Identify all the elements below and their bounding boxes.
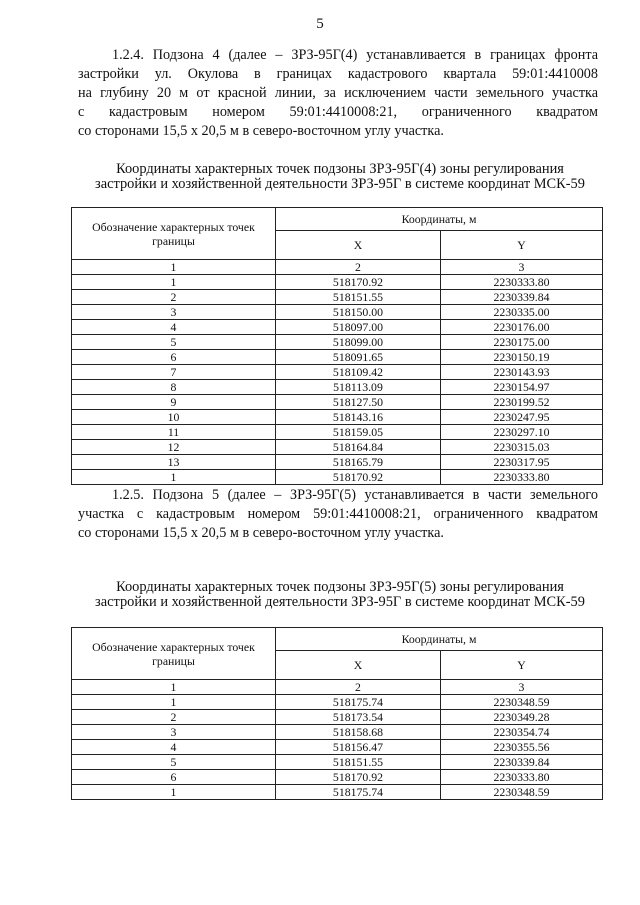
table-1-row (72, 275, 603, 290)
table-1-point-cell: 1 (72, 470, 276, 485)
table-1-x-cell: 518109.42 (276, 365, 441, 380)
table-1-x-cell: 518151.55 (276, 290, 441, 305)
table-1-x-cell: 518143.16 (276, 410, 441, 425)
table-1-point-cell: 12 (72, 440, 276, 455)
table-1-point-cell: 9 (72, 395, 276, 410)
table-1-index-row (72, 260, 603, 275)
table-2-point-cell: 6 (72, 770, 276, 785)
table-1-x-cell: 518099.00 (276, 335, 441, 350)
table-1-point-cell: 1 (72, 275, 276, 290)
page-number: 5 (316, 16, 324, 32)
table-1-point-cell: 5 (72, 335, 276, 350)
table-1-header-y: Y (441, 231, 603, 260)
table-2-row (72, 755, 603, 770)
coordinates-table-2 (71, 627, 603, 800)
table-1-row (72, 440, 603, 455)
section-1-2-5-paragraph (78, 486, 598, 543)
table-2-index-row (72, 680, 603, 695)
section-2-line-1: 1.2.5. Подзона 5 (далее – ЗРЗ-95Г(5) устанавливается в части земельного (112, 487, 598, 503)
table-2-row (72, 785, 603, 800)
table-1-y-cell: 2230154.97 (441, 380, 603, 395)
table-2-row (72, 725, 603, 740)
table-2-caption-line-1: Координаты характерных точек подзоны ЗРЗ-95Г(5) зоны регулирования (116, 579, 564, 595)
table-2-row (72, 770, 603, 785)
table-1-header-x: X (276, 231, 441, 260)
table-2-x-cell: 518158.68 (276, 725, 441, 740)
table-1-y-cell: 2230150.19 (441, 350, 603, 365)
table-1-y-cell: 2230333.80 (441, 470, 603, 485)
table-1-x-cell: 518150.00 (276, 305, 441, 320)
section-1-line-1: 1.2.4. Подзона 4 (далее – ЗРЗ-95Г(4) устанавливается в границах фронта (112, 47, 598, 63)
table-1-row (72, 380, 603, 395)
table-1-index-cell: 2 (276, 260, 441, 275)
table-1-point-cell: 6 (72, 350, 276, 365)
section-1-2-4-paragraph (78, 46, 598, 141)
table-1-point-cell: 13 (72, 455, 276, 470)
table-1-y-cell: 2230297.10 (441, 425, 603, 440)
table-1-row (72, 335, 603, 350)
section-2-line-2: участка с кадастровым номером 59:01:4410008:21, ограниченного квадратом (78, 506, 598, 522)
table-2-y-cell: 2230333.80 (441, 770, 603, 785)
table-1-point-cell: 11 (72, 425, 276, 440)
table-2-index-cell: 1 (72, 680, 276, 695)
table-1-index-cell: 3 (441, 260, 603, 275)
table-2-point-cell: 1 (72, 785, 276, 800)
section-1-line-4: с кадастровым номером 59:01:4410008:21, ограниченного квадратом (78, 104, 598, 120)
table-1-x-cell: 518159.05 (276, 425, 441, 440)
table-1-point-cell: 2 (72, 290, 276, 305)
table-1-row (72, 365, 603, 380)
table-1-row (72, 455, 603, 470)
table-2-point-cell: 4 (72, 740, 276, 755)
table-1-y-cell: 2230175.00 (441, 335, 603, 350)
table-1-point-cell: 10 (72, 410, 276, 425)
table-1-y-cell: 2230176.00 (441, 320, 603, 335)
table-2-y-cell: 2230348.59 (441, 785, 603, 800)
table-2-row (72, 710, 603, 725)
table-2-header-coordinates: Координаты, м (276, 628, 603, 651)
table-2-caption-line-2: застройки и хозяйственной деятельности ЗРЗ-95Г в системе координат МСК-59 (95, 594, 585, 610)
table-1-row (72, 290, 603, 305)
section-1-line-5: со сторонами 15,5 х 20,5 м в северо-восточном углу участка. (78, 123, 444, 139)
table-2-x-cell: 518156.47 (276, 740, 441, 755)
table-1-y-cell: 2230143.93 (441, 365, 603, 380)
table-1-y-cell: 2230317.95 (441, 455, 603, 470)
table-2-row (72, 695, 603, 710)
table-1-row (72, 470, 603, 485)
table-1-y-cell: 2230333.80 (441, 275, 603, 290)
table-1-x-cell: 518097.00 (276, 320, 441, 335)
table-2-y-cell: 2230348.59 (441, 695, 603, 710)
table-1-row (72, 410, 603, 425)
section-1-line-3: на глубину 20 м от красной линии, за исключением части земельного участка (78, 85, 598, 101)
table-2-x-cell: 518175.74 (276, 785, 441, 800)
table-1-point-cell: 4 (72, 320, 276, 335)
table-1-y-cell: 2230335.00 (441, 305, 603, 320)
table-1-row (72, 350, 603, 365)
table-2-x-cell: 518151.55 (276, 755, 441, 770)
table-2-header-point: Обозначение характерных точек границы (72, 628, 276, 680)
coordinates-table-1 (71, 207, 603, 485)
section-2-line-3: со сторонами 15,5 х 20,5 м в северо-восточном углу участка. (78, 525, 444, 541)
table-1-caption (60, 162, 620, 192)
table-2-point-cell: 5 (72, 755, 276, 770)
table-1-point-cell: 8 (72, 380, 276, 395)
table-2-x-cell: 518170.92 (276, 770, 441, 785)
table-1-x-cell: 518170.92 (276, 470, 441, 485)
table-1-row (72, 320, 603, 335)
table-2-point-cell: 1 (72, 695, 276, 710)
table-1-header-point: Обозначение характерных точек границы (72, 208, 276, 260)
table-2-y-cell: 2230349.28 (441, 710, 603, 725)
table-1-row (72, 305, 603, 320)
table-2-x-cell: 518175.74 (276, 695, 441, 710)
section-1-line-2: застройки ул. Окулова в границах кадастрового квартала 59:01:4410008 (78, 66, 598, 82)
table-2-point-cell: 2 (72, 710, 276, 725)
table-1-y-cell: 2230247.95 (441, 410, 603, 425)
table-2-y-cell: 2230354.74 (441, 725, 603, 740)
table-2-point-cell: 3 (72, 725, 276, 740)
table-1-x-cell: 518170.92 (276, 275, 441, 290)
table-2-header-x: X (276, 651, 441, 680)
table-1-x-cell: 518091.65 (276, 350, 441, 365)
table-2-index-cell: 2 (276, 680, 441, 695)
table-1-row (72, 395, 603, 410)
table-1-row (72, 425, 603, 440)
table-1-x-cell: 518127.50 (276, 395, 441, 410)
table-1-caption-line-2: застройки и хозяйственной деятельности ЗРЗ-95Г в системе координат МСК-59 (95, 176, 585, 192)
table-1-y-cell: 2230199.52 (441, 395, 603, 410)
table-2-x-cell: 518173.54 (276, 710, 441, 725)
table-2-caption (60, 580, 620, 610)
table-2-y-cell: 2230355.56 (441, 740, 603, 755)
table-1-point-cell: 7 (72, 365, 276, 380)
table-1-index-cell: 1 (72, 260, 276, 275)
table-1-x-cell: 518113.09 (276, 380, 441, 395)
table-1-x-cell: 518165.79 (276, 455, 441, 470)
table-1-caption-line-1: Координаты характерных точек подзоны ЗРЗ-95Г(4) зоны регулирования (116, 161, 564, 177)
table-1-y-cell: 2230339.84 (441, 290, 603, 305)
table-1-header-coordinates: Координаты, м (276, 208, 603, 231)
table-2-row (72, 740, 603, 755)
table-1-point-cell: 3 (72, 305, 276, 320)
table-2-header-y: Y (441, 651, 603, 680)
table-1-x-cell: 518164.84 (276, 440, 441, 455)
table-2-index-cell: 3 (441, 680, 603, 695)
table-2-y-cell: 2230339.84 (441, 755, 603, 770)
table-1-y-cell: 2230315.03 (441, 440, 603, 455)
